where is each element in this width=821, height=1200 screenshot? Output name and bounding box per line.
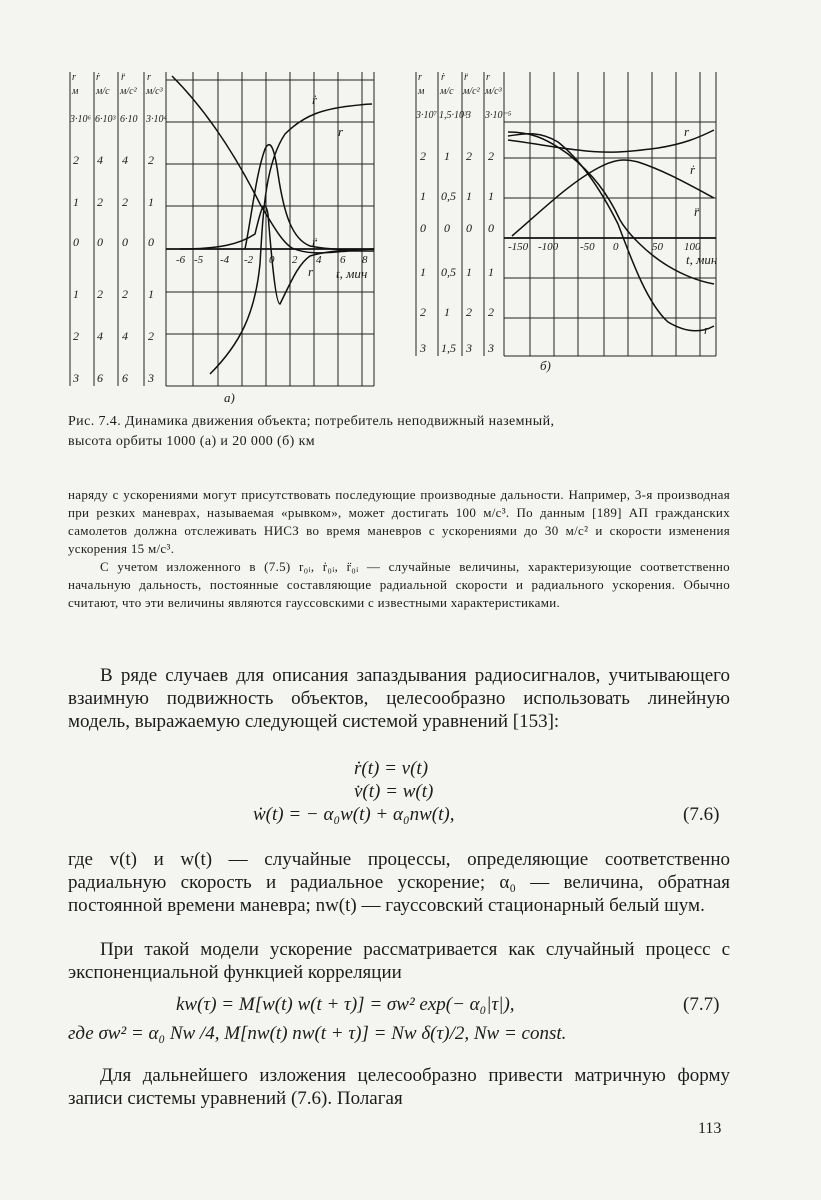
svg-text:4: 4 — [122, 329, 128, 343]
svg-text:r⃛: r⃛ — [486, 72, 498, 83]
svg-text:м: м — [72, 86, 79, 97]
svg-text:0: 0 — [613, 241, 619, 253]
svg-text:2: 2 — [73, 153, 79, 167]
svg-text:-2: -2 — [244, 254, 254, 266]
body-paragraph-4-text: Для дальнейшего изложения целесообразно привести матричную форму записи системы уравнений (7.6). Полагая — [68, 1065, 730, 1109]
svg-text:100: 100 — [684, 241, 701, 253]
svg-text:1: 1 — [148, 195, 154, 209]
svg-text:1,5·10³: 1,5·10³ — [439, 110, 467, 121]
equation-1: ṙ(t) = v(t) — [354, 758, 429, 779]
panel-b-ticks — [419, 149, 494, 355]
svg-text:-50: -50 — [580, 241, 595, 253]
svg-text:6: 6 — [122, 371, 128, 385]
svg-text:0,5: 0,5 — [441, 265, 456, 279]
svg-text:ṙ: ṙ — [690, 162, 696, 177]
panel-b-headers — [415, 72, 512, 121]
svg-text:r̈: r̈ — [694, 204, 700, 219]
svg-text:м/с³: м/с³ — [146, 86, 163, 97]
svg-text:ṙ: ṙ — [441, 72, 445, 83]
svg-text:м/с³: м/с³ — [485, 86, 502, 97]
svg-text:-150: -150 — [508, 241, 529, 253]
svg-text:2: 2 — [97, 195, 103, 209]
svg-text:50: 50 — [652, 241, 663, 253]
svg-text:1: 1 — [488, 189, 494, 203]
svg-text:2: 2 — [122, 287, 128, 301]
svg-text:0: 0 — [148, 235, 154, 249]
svg-text:1: 1 — [73, 287, 79, 301]
body-paragraph-1 — [68, 664, 730, 733]
body-paragraph-4 — [68, 1064, 730, 1110]
equation-number-7-7: (7.7) — [683, 994, 720, 1015]
panel-a-ticks — [72, 153, 154, 385]
svg-text:6: 6 — [97, 371, 103, 385]
body-paragraph-3-text: При такой модели ускорение рассматривается как случайный процесс с экспоненциальной функцией корреляции — [68, 939, 730, 983]
svg-text:1: 1 — [444, 305, 450, 319]
svg-text:4: 4 — [316, 254, 322, 266]
svg-text:0: 0 — [73, 235, 79, 249]
svg-text:6·10: 6·10 — [120, 114, 138, 125]
svg-text:0: 0 — [466, 221, 472, 235]
panel-a-curves — [172, 76, 374, 374]
svg-text:2: 2 — [420, 149, 426, 163]
figure-caption — [68, 412, 730, 452]
caption-line-2: высота орбиты 1000 (а) и 20 000 (б) км — [68, 434, 316, 449]
body-paragraph-2 — [68, 848, 730, 917]
svg-text:-5: -5 — [194, 254, 204, 266]
svg-text:0: 0 — [97, 235, 103, 249]
body-paragraph-1-text: В ряде случаев для описания запаздывания радиосигналов, учитывающего взаимную подвижность объектов, целесообразно использовать линейную модель, выражаемую следующей системой уравнений [153]: — [68, 665, 730, 732]
svg-text:r⃛: r⃛ — [147, 72, 159, 83]
svg-text:r: r — [338, 124, 344, 139]
svg-text:2: 2 — [466, 305, 472, 319]
svg-text:r: r — [684, 124, 690, 139]
svg-text:3: 3 — [466, 341, 472, 355]
svg-text:r⃛: r⃛ — [308, 264, 324, 279]
svg-text:3·10⁷: 3·10⁷ — [416, 110, 437, 121]
panel-b-letter: б) — [540, 358, 551, 373]
svg-text:ṙ: ṙ — [96, 72, 100, 83]
svg-text:4: 4 — [97, 329, 103, 343]
panel-a-letter: а) — [224, 390, 235, 404]
svg-text:2: 2 — [122, 195, 128, 209]
svg-text:м/с²: м/с² — [120, 86, 137, 97]
svg-text:2: 2 — [148, 329, 154, 343]
panel-b-curves — [508, 130, 714, 331]
svg-text:0: 0 — [444, 221, 450, 235]
svg-text:r: r — [72, 72, 76, 83]
svg-text:2: 2 — [73, 329, 79, 343]
svg-text:м: м — [418, 86, 425, 97]
svg-text:м/с: м/с — [440, 86, 454, 97]
equation-5: где σw² = α₀ Nw /4, M[nw(t) nw(t + τ)] = Nw δ(τ)/2, Nw = const. — [68, 1023, 567, 1044]
panel-b-curve-labels — [684, 124, 719, 337]
svg-text:2: 2 — [466, 149, 472, 163]
svg-text:0: 0 — [488, 221, 494, 235]
svg-text:6: 6 — [340, 254, 346, 266]
svg-text:6·10³: 6·10³ — [95, 114, 116, 125]
svg-text:4: 4 — [122, 153, 128, 167]
svg-text:2: 2 — [420, 305, 426, 319]
svg-text:4: 4 — [97, 153, 103, 167]
svg-text:2: 2 — [292, 254, 298, 266]
svg-text:r: r — [418, 72, 422, 83]
svg-text:1: 1 — [148, 287, 154, 301]
svg-text:1: 1 — [444, 149, 450, 163]
svg-text:2: 2 — [97, 287, 103, 301]
svg-text:1: 1 — [466, 189, 472, 203]
svg-text:1: 1 — [488, 265, 494, 279]
panel-a-x-label: t, мин — [336, 266, 368, 281]
page-number: 113 — [698, 1120, 722, 1137]
small-paragraph-2: С учетом изложенного в (7.5) r₀ᵢ, ṙ₀ᵢ, r̈₀ᵢ — случайные величины, характеризующие соответственно начальную дальность, постоянные составляющие радиальной скорости и радиального ускорения. Обычно считают, что эти величины являются гауссовскими с известными характеристиками. — [68, 559, 730, 610]
caption-line-1: Рис. 7.4. Динамика движения объекта; потребитель неподвижный наземный, — [68, 414, 555, 429]
svg-text:3: 3 — [73, 371, 79, 385]
svg-text:3·10⁴: 3·10⁴ — [146, 114, 167, 125]
figure-panel-b — [408, 64, 728, 376]
svg-text:2: 2 — [148, 153, 154, 167]
curve-r-ddot-a — [245, 145, 374, 250]
svg-text:3: 3 — [148, 371, 154, 385]
svg-text:3·10⁶: 3·10⁶ — [70, 114, 91, 125]
svg-text:0: 0 — [420, 221, 426, 235]
curve-r-tdot-b — [508, 134, 714, 331]
svg-text:8: 8 — [362, 254, 368, 266]
svg-text:м/с²: м/с² — [463, 86, 480, 97]
svg-text:r̈: r̈ — [464, 72, 468, 83]
curve-r-ddot-b — [508, 132, 714, 284]
svg-text:-4: -4 — [220, 254, 230, 266]
small-text-block — [68, 486, 730, 612]
svg-text:0: 0 — [122, 235, 128, 249]
svg-text:3: 3 — [488, 341, 494, 355]
body-paragraph-3 — [68, 938, 730, 984]
equation-number-7-6: (7.6) — [683, 804, 720, 825]
svg-text:3: 3 — [466, 110, 471, 121]
svg-text:1: 1 — [420, 265, 426, 279]
svg-text:0: 0 — [269, 254, 275, 266]
svg-text:3: 3 — [420, 341, 426, 355]
svg-text:2: 2 — [488, 149, 494, 163]
svg-text:1: 1 — [73, 195, 79, 209]
equation-4: kw(τ) = M[w(t) w(t + τ)] = σw² exp(− α₀|τ|), — [176, 994, 515, 1015]
panel-b-x-label: t, мин — [686, 252, 718, 267]
body-paragraph-2-text: где v(t) и w(t) — случайные процессы, определяющие соответственно радиальную скорость и радиальное ускорение; α₀ — величина, обратная постоянной времени маневра; nw(t) — гауссовский стационарный белый шум. — [68, 849, 730, 916]
svg-text:1,5: 1,5 — [441, 341, 456, 355]
equation-3: ẇ(t) = − α₀w(t) + α₀nw(t), — [253, 804, 455, 825]
svg-text:3·10⁻⁵: 3·10⁻⁵ — [485, 110, 512, 121]
small-paragraph-1: наряду с ускорениями могут присутствовать последующие производные дальности. Например, 3-я производная при резких маневрах, называемая «рывком», может достигать 100 м/с³. По данным [189] АП гражданских самолетов должна отслеживать НИСЗ во время маневров с ускорениями до 30 м/с² и скорости изменения ускорения 15 м/с³. — [68, 487, 730, 556]
svg-text:м/с: м/с — [96, 86, 110, 97]
svg-text:r⃛: r⃛ — [704, 322, 720, 337]
equation-2: v̇(t) = w(t) — [354, 781, 434, 802]
svg-text:0,5: 0,5 — [441, 189, 456, 203]
svg-text:r̈: r̈ — [121, 72, 125, 83]
svg-text:-100: -100 — [538, 241, 559, 253]
svg-text:-6: -6 — [176, 254, 186, 266]
svg-text:1: 1 — [466, 265, 472, 279]
svg-text:ṙ: ṙ — [312, 92, 318, 107]
svg-text:1: 1 — [420, 189, 426, 203]
svg-text:r̈: r̈ — [312, 234, 318, 249]
figure-panel-a — [60, 64, 380, 404]
svg-text:2: 2 — [488, 305, 494, 319]
